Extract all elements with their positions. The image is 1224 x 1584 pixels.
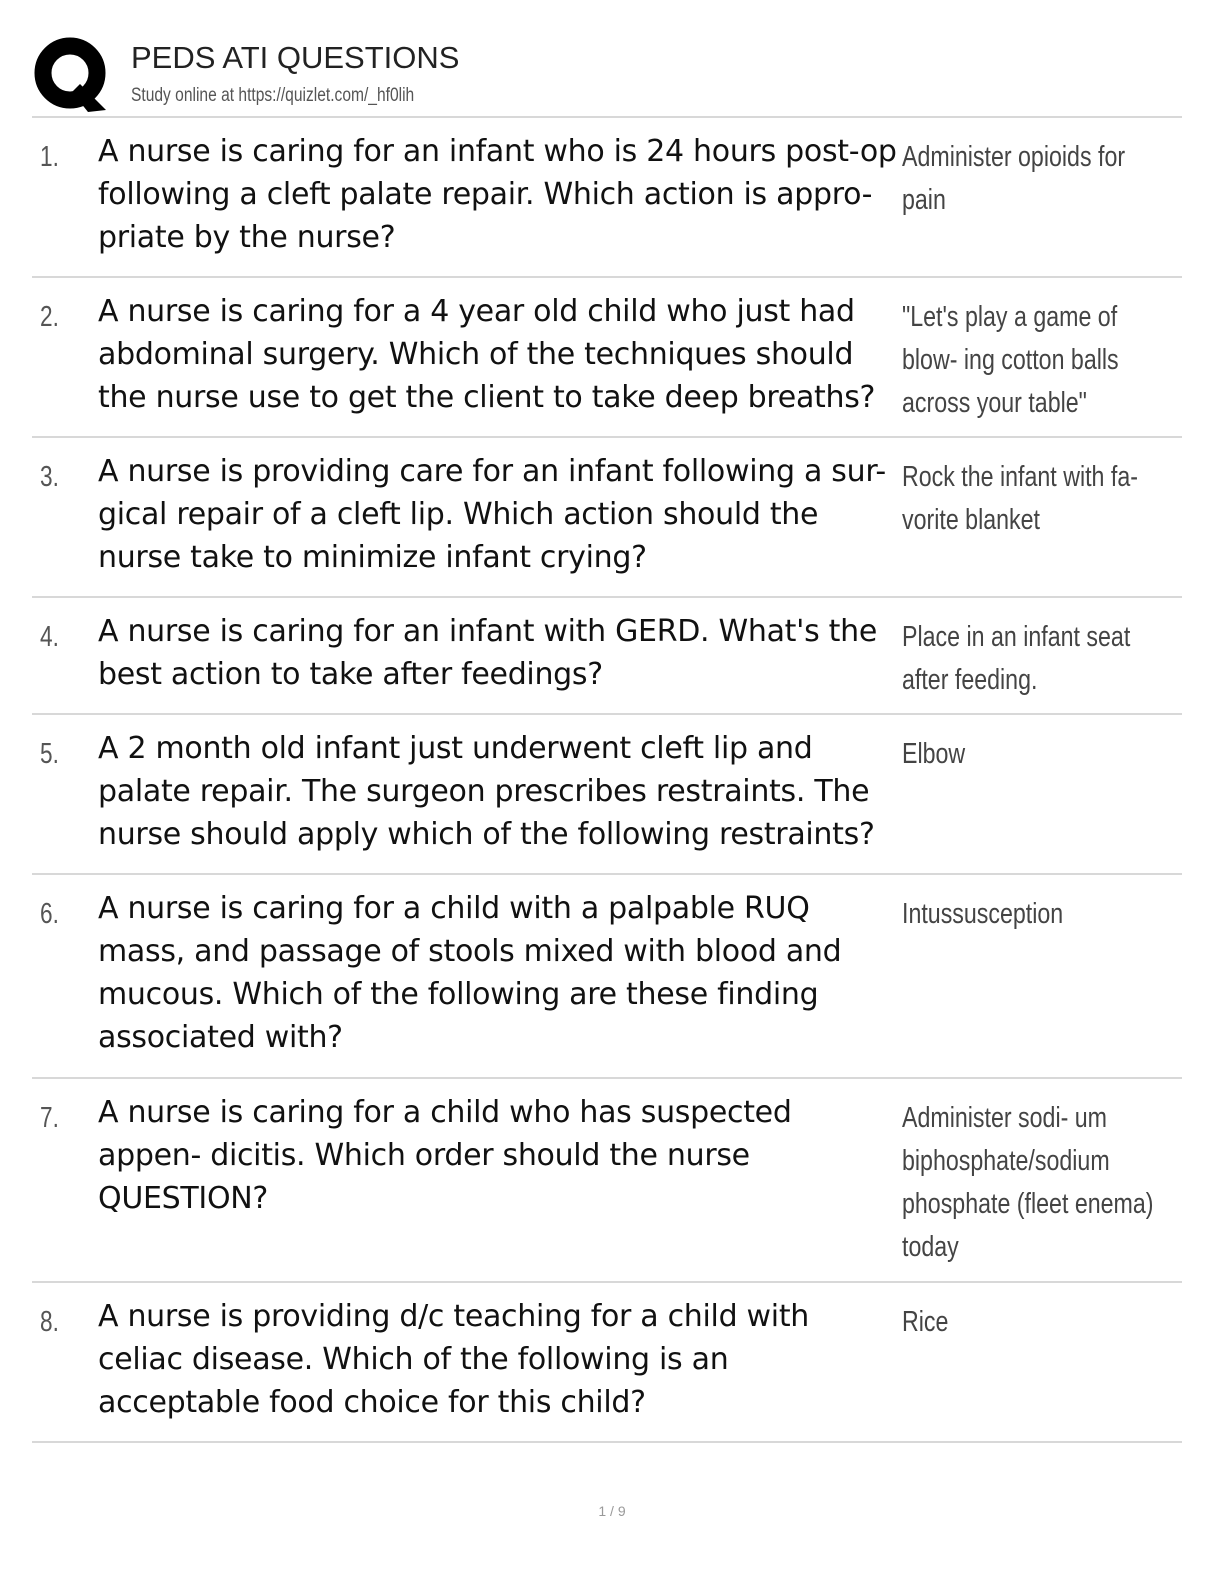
card-number: 2. xyxy=(40,301,59,333)
card-answer: Administer sodi- um biphosphate/sodium phosphate (fleet enema) today xyxy=(902,1102,1154,1263)
flashcard-row xyxy=(32,278,1182,438)
card-answer: Place in an infant seat after feeding. xyxy=(902,621,1131,696)
card-number: 6. xyxy=(40,898,59,930)
card-answer: Elbow xyxy=(902,738,966,770)
card-number: 8. xyxy=(40,1306,59,1338)
card-answer: Administer opioids for pain xyxy=(902,141,1126,216)
quizlet-logo-icon xyxy=(32,34,112,114)
card-question: A nurse is caring for a child with a palpable RUQ mass, and passage of stools mixed with blood and mucous. Which of the following are these finding associated with? xyxy=(98,891,842,1055)
card-answer: Rock the infant with fa- vorite blanket xyxy=(902,461,1138,536)
flashcard-row xyxy=(32,598,1182,715)
card-answer: Intussusception xyxy=(902,898,1064,930)
page-title: PEDS ATI QUESTIONS xyxy=(131,40,460,75)
card-question: A nurse is providing care for an infant following a sur- gical repair of a cleft lip. Which action should the nurse take to minimize infant crying? xyxy=(98,454,886,575)
card-question: A nurse is caring for an infant with GERD. What's the best action to take after feedings? xyxy=(98,614,877,692)
card-number: 3. xyxy=(40,461,59,493)
flashcard-row xyxy=(32,1079,1182,1283)
document-header xyxy=(32,34,1182,116)
card-answer: Rice xyxy=(902,1306,949,1338)
flashcard-row xyxy=(32,715,1182,875)
card-question: A 2 month old infant just underwent cleft lip and palate repair. The surgeon prescribes restraints. The nurse should apply which of the following restraints? xyxy=(98,731,875,852)
card-number: 1. xyxy=(40,141,59,173)
card-number: 5. xyxy=(40,738,59,770)
card-question: A nurse is providing d/c teaching for a child with celiac disease. Which of the following is an acceptable food choice for this child? xyxy=(98,1299,810,1420)
study-link-text: Study online at https://quizlet.com/_hf0lih xyxy=(131,85,415,106)
card-number: 4. xyxy=(40,621,59,653)
flashcard-row xyxy=(32,118,1182,278)
card-question: A nurse is caring for a child who has suspected appen- dicitis. Which order should the nurse QUESTION? xyxy=(98,1095,792,1216)
page-number: 1 / 9 xyxy=(598,1503,626,1519)
card-answer: "Let's play a game of blow- ing cotton balls across your table" xyxy=(902,301,1119,419)
flashcard-row xyxy=(32,438,1182,598)
flashcard-row xyxy=(32,875,1182,1079)
flashcard-row xyxy=(32,1283,1182,1443)
card-question: A nurse is caring for a 4 year old child who just had abdominal surgery. Which of the techniques should the nurse use to get the client to take deep breaths? xyxy=(98,294,876,415)
card-number: 7. xyxy=(40,1102,59,1134)
card-question: A nurse is caring for an infant who is 24 hours post-op following a cleft palate repair. Which action is appro- priate by the nurse? xyxy=(98,134,897,255)
